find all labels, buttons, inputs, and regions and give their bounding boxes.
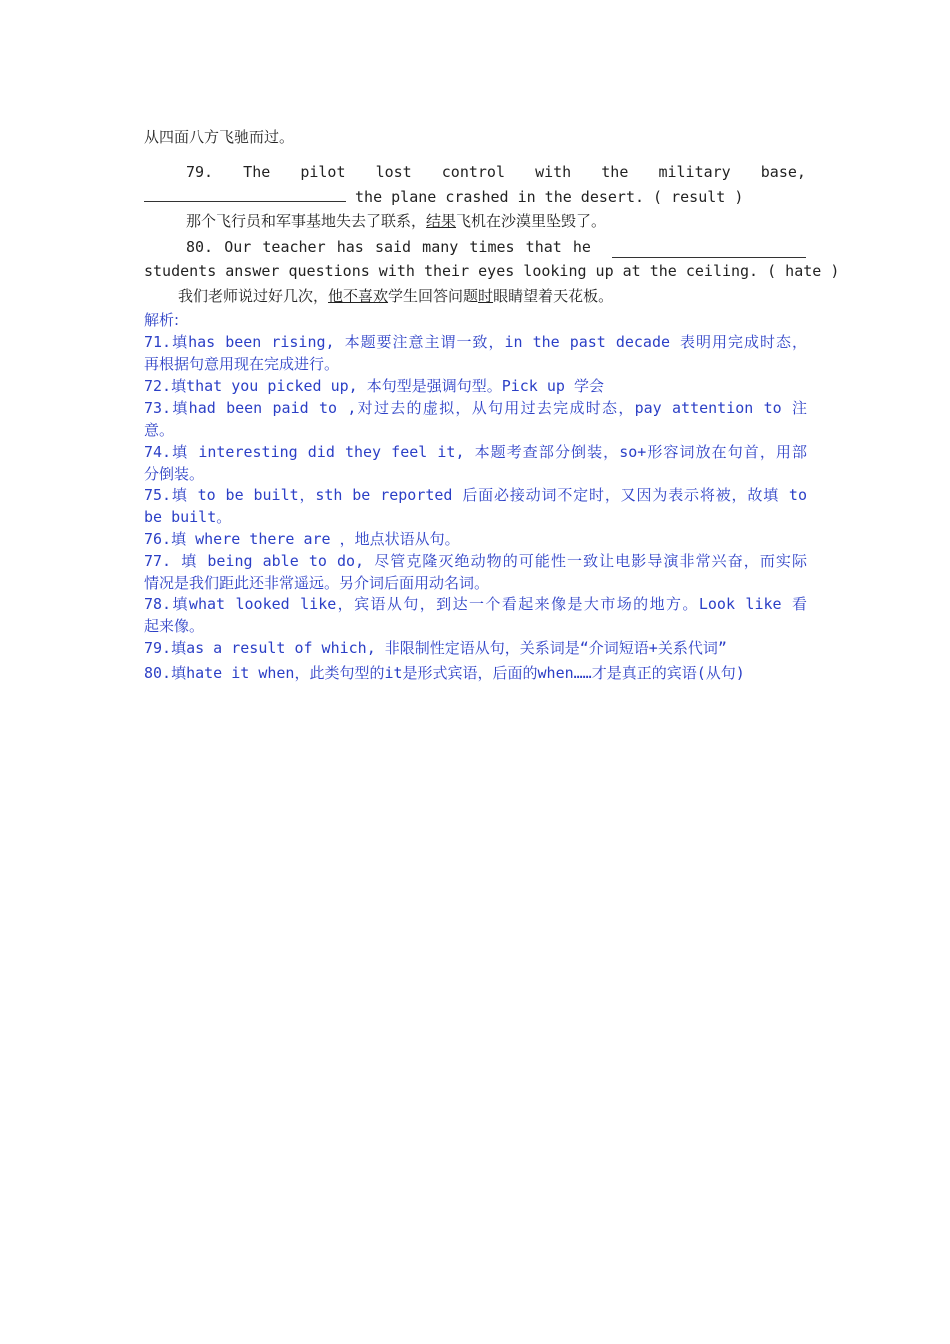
question-80-line2: students answer questions with their eyes looking up at the ceiling. ( hate ) xyxy=(144,262,840,280)
answer-80-line1: 80.填hate it when，此类句型的it是形式宾语，后面的when……才是真正的宾语(从句) xyxy=(144,664,745,682)
word: with xyxy=(535,163,572,181)
word: control xyxy=(441,163,505,181)
answer-79-line1: 79.填as a result of which, 非限制性定语从句，关系词是“介词短语+关系代词” xyxy=(144,639,727,657)
answer-78-line1: 78.填what looked like，宾语从句，到达一个看起来像是大市场的地方。Look like 看 xyxy=(144,595,807,613)
word: times xyxy=(469,238,515,256)
word: lost xyxy=(375,163,412,181)
word: military xyxy=(658,163,731,181)
answer-72-line1: 72.填that you picked up, 本句型是强调句型。Pick up 学会 xyxy=(144,377,604,395)
question-number: 80. xyxy=(186,238,214,256)
answer-77-line2: 情况是我们距此还非常遥远。另介词后面用动名词。 xyxy=(144,574,490,592)
word: Our xyxy=(224,238,252,256)
continuation-text: 从四面八方飞驰而过。 xyxy=(144,128,295,146)
question-number: 79. xyxy=(186,163,214,181)
answer-73-line1: 73.填had been paid to ,对过去的虚拟，从句用过去完成时态，pay attention to 注 xyxy=(144,399,807,417)
word: has xyxy=(336,238,364,256)
word: the xyxy=(601,163,629,181)
answer-blank[interactable] xyxy=(144,187,346,202)
answer-74-line2: 分倒装。 xyxy=(144,465,205,483)
answer-71-line1: 71.填has been rising, 本题要注意主谓一致，in the past decade 表明用完成时态， xyxy=(144,333,807,351)
word: teacher xyxy=(262,238,326,256)
answer-78-line2: 起来像。 xyxy=(144,617,205,635)
analysis-heading: 解析: xyxy=(144,311,180,329)
question-79-translation: 那个飞行员和军事基地失去了联系，结果飞机在沙漠里坠毁了。 xyxy=(186,212,607,230)
word: he xyxy=(572,238,591,256)
word: many xyxy=(422,238,459,256)
word: said xyxy=(374,238,412,256)
question-80-translation: 我们老师说过好几次，他不喜欢学生回答问题时眼睛望着天花板。 xyxy=(178,287,614,305)
word: pilot xyxy=(300,163,346,181)
answer-75-line1: 75.填 to be built，sth be reported 后面必接动词不定时，又因为表示将被，故填 to xyxy=(144,486,807,504)
answer-74-line1: 74.填 interesting did they feel it, 本题考查部分倒装，so+形容词放在句首，用部 xyxy=(144,443,807,461)
word: that xyxy=(525,238,562,256)
answer-77-line1: 77. 填 being able to do, 尽管克隆灭绝动物的可能性一致让电影导演非常兴奋，而实际 xyxy=(144,552,807,570)
question-80-line1 xyxy=(186,236,806,258)
question-79-line2: the plane crashed in the desert. ( result ) xyxy=(144,186,807,208)
answer-blank[interactable] xyxy=(612,243,806,258)
word: The xyxy=(243,163,271,181)
word: base, xyxy=(760,163,806,181)
answer-71-line2: 再根据句意用现在完成进行。 xyxy=(144,355,340,373)
question-79-line1 xyxy=(186,161,806,183)
answer-76-line1: 76.填 where there are ，地点状语从句。 xyxy=(144,530,460,548)
answer-75-line2: be built。 xyxy=(144,508,232,526)
answer-73-line2: 意。 xyxy=(144,421,175,439)
